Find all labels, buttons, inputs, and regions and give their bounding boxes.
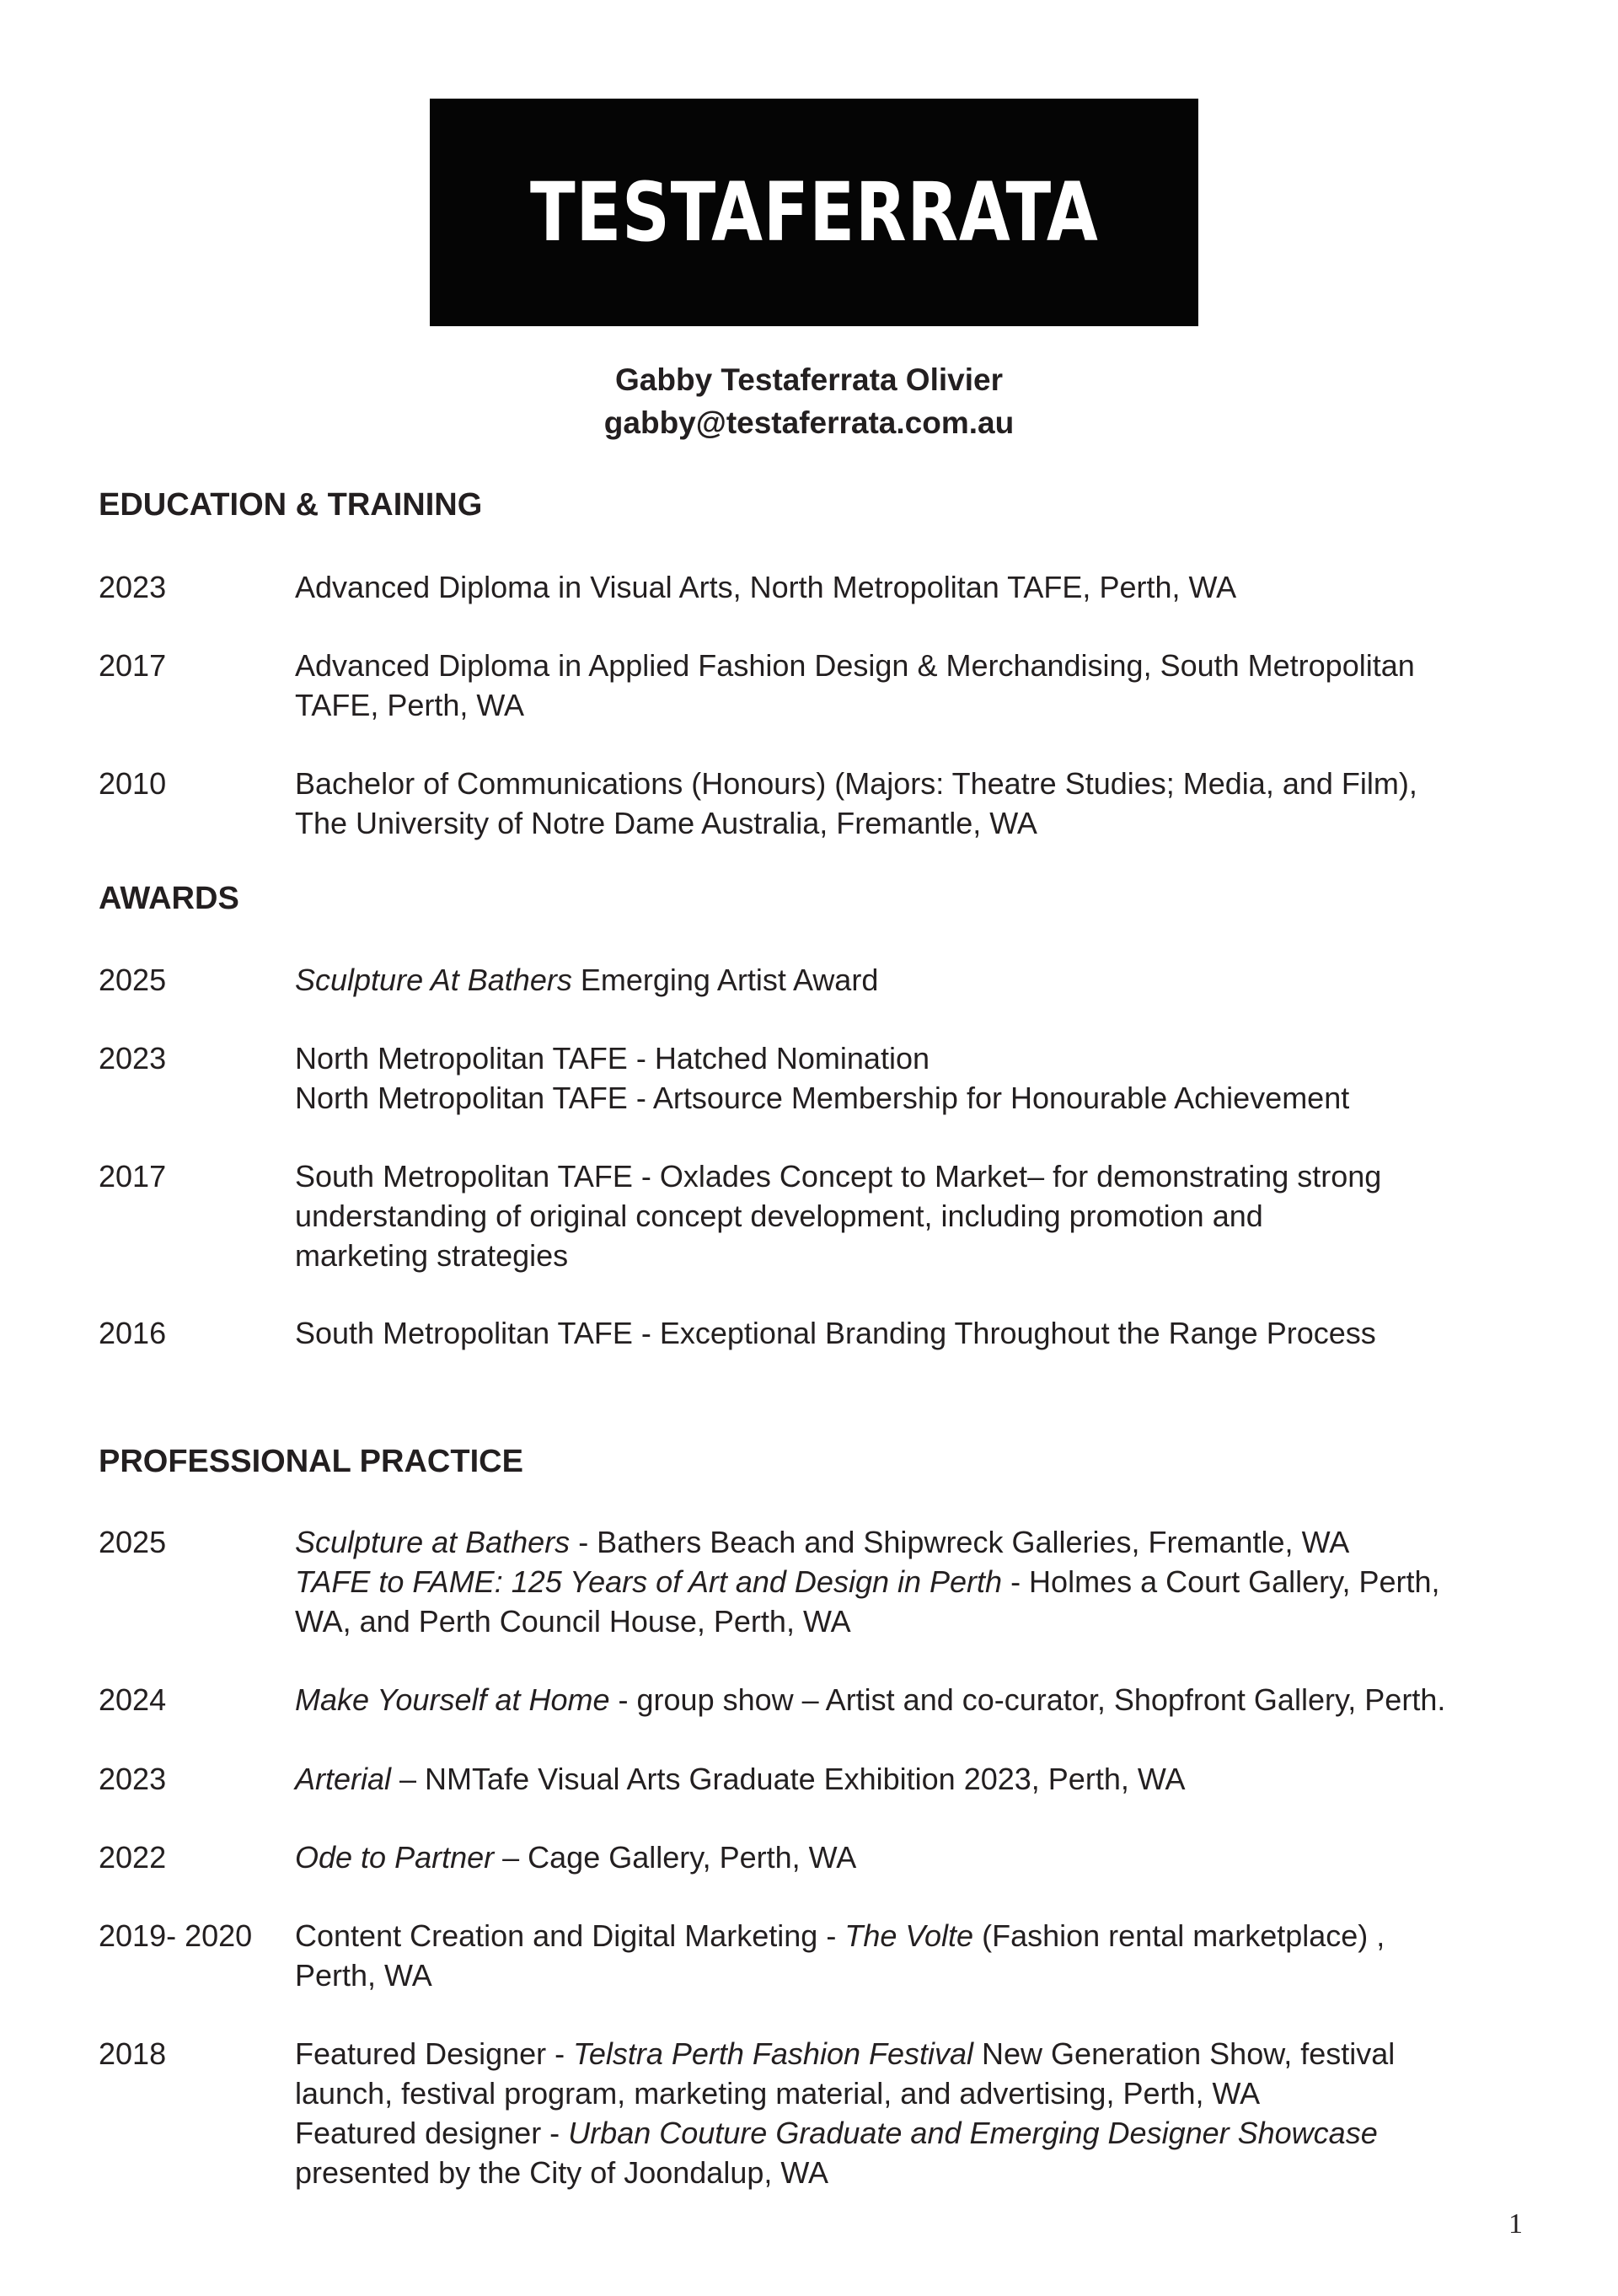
- entry-description: [295, 1313, 1525, 1353]
- italic-title-text: Telstra Perth Fashion Festival: [573, 2036, 974, 2071]
- entry-text: Emerging Artist Award: [571, 963, 879, 997]
- entry-line: [295, 1078, 1525, 1118]
- award-entry: [99, 960, 1531, 1000]
- italic-title-text: Arterial: [295, 1762, 392, 1796]
- entry-text: marketing strategies: [295, 1238, 569, 1273]
- entry-line: [295, 685, 1525, 725]
- contact-name: Gabby Testaferrata Olivier: [615, 362, 1003, 397]
- entry-line: [295, 960, 1525, 1000]
- italic-title-text: TAFE to FAME: 125 Years of Art and Design in Perth: [295, 1564, 1003, 1599]
- entry-year: 2019- 2020: [99, 1918, 253, 1953]
- entry-description: [295, 1837, 1525, 1877]
- entry-line: [295, 764, 1525, 803]
- entry-text: Content Creation and Digital Marketing -: [295, 1918, 845, 1953]
- practice-heading: PROFESSIONAL PRACTICE: [99, 1444, 523, 1479]
- entry-line: [295, 1759, 1525, 1799]
- contact-email[interactable]: gabby@testaferrata.com.au: [603, 405, 1015, 440]
- education-entry: [99, 764, 1531, 843]
- award-entry: [99, 1156, 1531, 1275]
- entry-text: - Holmes a Court Gallery, Perth,: [1002, 1564, 1440, 1599]
- italic-title-text: Make Yourself at Home: [295, 1682, 610, 1717]
- entry-line: [295, 1522, 1525, 1562]
- entry-text: Featured Designer -: [295, 2036, 574, 2071]
- entry-text: Advanced Diploma in Visual Arts, North Metropolitan TAFE, Perth, WA: [295, 570, 1237, 604]
- entry-year: 2025: [99, 963, 167, 997]
- entry-line: [295, 1156, 1525, 1196]
- practice-entry: [99, 1837, 1531, 1877]
- entry-text: North Metropolitan TAFE - Hatched Nomination: [295, 1041, 930, 1076]
- entry-description: [295, 764, 1525, 843]
- entry-description: [295, 1522, 1525, 1641]
- practice-entry: [99, 1916, 1531, 1995]
- entry-line: [295, 1562, 1525, 1601]
- entry-year: 2018: [99, 2036, 167, 2071]
- entry-year: 2022: [99, 1840, 167, 1875]
- italic-title-text: Urban Couture Graduate and Emerging Designer Showcase: [568, 2116, 1378, 2150]
- entry-line: [295, 2113, 1525, 2153]
- entry-line: [295, 1601, 1525, 1641]
- entry-line: [295, 1955, 1525, 1995]
- entry-text: The University of Notre Dame Australia, Fremantle, WA: [295, 806, 1037, 840]
- logo-block: [430, 99, 1198, 326]
- awards-heading: AWARDS: [99, 881, 239, 916]
- entry-description: [295, 646, 1525, 725]
- entry-description: [295, 1759, 1525, 1799]
- entry-text: Bachelor of Communications (Honours) (Majors: Theatre Studies; Media, and Film),: [295, 766, 1417, 801]
- entry-description: [295, 1680, 1525, 1719]
- entry-year: 2023: [99, 1041, 167, 1076]
- entry-description: [295, 960, 1525, 1000]
- entry-description: [295, 1916, 1525, 1995]
- award-entry: [99, 1313, 1531, 1353]
- entry-text: Featured designer -: [295, 2116, 569, 2150]
- entry-line: [295, 1837, 1525, 1877]
- logo-text: TESTAFERRATA: [529, 165, 1099, 260]
- italic-title-text: Sculpture At Bathers: [295, 963, 572, 997]
- entry-description: [295, 1156, 1525, 1275]
- entry-text: understanding of original concept development, including promotion and: [295, 1199, 1263, 1233]
- entry-line: [295, 1038, 1525, 1078]
- entry-line: [295, 2034, 1525, 2073]
- entry-line: [295, 1313, 1525, 1353]
- entry-text: South Metropolitan TAFE - Exceptional Branding Throughout the Range Process: [295, 1316, 1376, 1350]
- italic-title-text: Sculpture at Bathers: [295, 1525, 571, 1559]
- entry-line: [295, 2153, 1525, 2192]
- entry-text: - Bathers Beach and Shipwreck Galleries, Fremantle, WA: [570, 1525, 1350, 1559]
- entry-text: North Metropolitan TAFE - Artsource Membership for Honourable Achievement: [295, 1081, 1350, 1115]
- practice-entry: [99, 1522, 1531, 1641]
- entry-text: - group show – Artist and co-curator, Shopfront Gallery, Perth.: [609, 1682, 1446, 1717]
- entry-year: 2010: [99, 766, 167, 801]
- entry-line: [295, 1196, 1525, 1236]
- entry-line: [295, 1680, 1525, 1719]
- entry-line: [295, 646, 1525, 685]
- entry-text: – NMTafe Visual Arts Graduate Exhibition 2023, Perth, WA: [391, 1762, 1186, 1796]
- entry-text: – Cage Gallery, Perth, WA: [494, 1840, 857, 1875]
- entry-year: 2016: [99, 1316, 167, 1350]
- entry-year: 2025: [99, 1525, 167, 1559]
- entry-text: launch, festival program, marketing material, and advertising, Perth, WA: [295, 2076, 1261, 2111]
- entry-text: TAFE, Perth, WA: [295, 688, 525, 722]
- entry-text: Perth, WA: [295, 1958, 432, 1993]
- award-entry: [99, 1038, 1531, 1118]
- italic-title-text: Ode to Partner: [295, 1840, 495, 1875]
- entry-year: 2023: [99, 570, 167, 604]
- practice-entry: [99, 1759, 1531, 1799]
- italic-title-text: The Volte: [844, 1918, 974, 1953]
- education-entry: [99, 567, 1531, 607]
- entry-year: 2024: [99, 1682, 167, 1717]
- practice-entry: [99, 2034, 1531, 2192]
- entry-line: [295, 1916, 1525, 1955]
- entry-line: [295, 803, 1525, 843]
- entry-text: New Generation Show, festival: [973, 2036, 1396, 2071]
- entry-description: [295, 567, 1525, 607]
- education-entry: [99, 646, 1531, 725]
- entry-description: [295, 1038, 1525, 1118]
- entry-year: 2017: [99, 648, 167, 683]
- entry-text: South Metropolitan TAFE - Oxlades Concept to Market– for demonstrating strong: [295, 1159, 1382, 1194]
- entry-line: [295, 2073, 1525, 2113]
- entry-text: presented by the City of Joondalup, WA: [295, 2155, 829, 2190]
- entry-description: [295, 2034, 1525, 2192]
- entry-text: (Fashion rental marketplace) ,: [973, 1918, 1385, 1953]
- entry-line: [295, 567, 1525, 607]
- practice-entry: [99, 1680, 1531, 1719]
- entry-line: [295, 1236, 1525, 1275]
- entry-text: WA, and Perth Council House, Perth, WA: [295, 1604, 851, 1639]
- education-heading: EDUCATION & TRAINING: [99, 487, 483, 523]
- entry-text: Advanced Diploma in Applied Fashion Design & Merchandising, South Metropolitan: [295, 648, 1415, 683]
- entry-year: 2017: [99, 1159, 167, 1194]
- entry-year: 2023: [99, 1762, 167, 1796]
- page-number: 1: [1508, 2208, 1523, 2240]
